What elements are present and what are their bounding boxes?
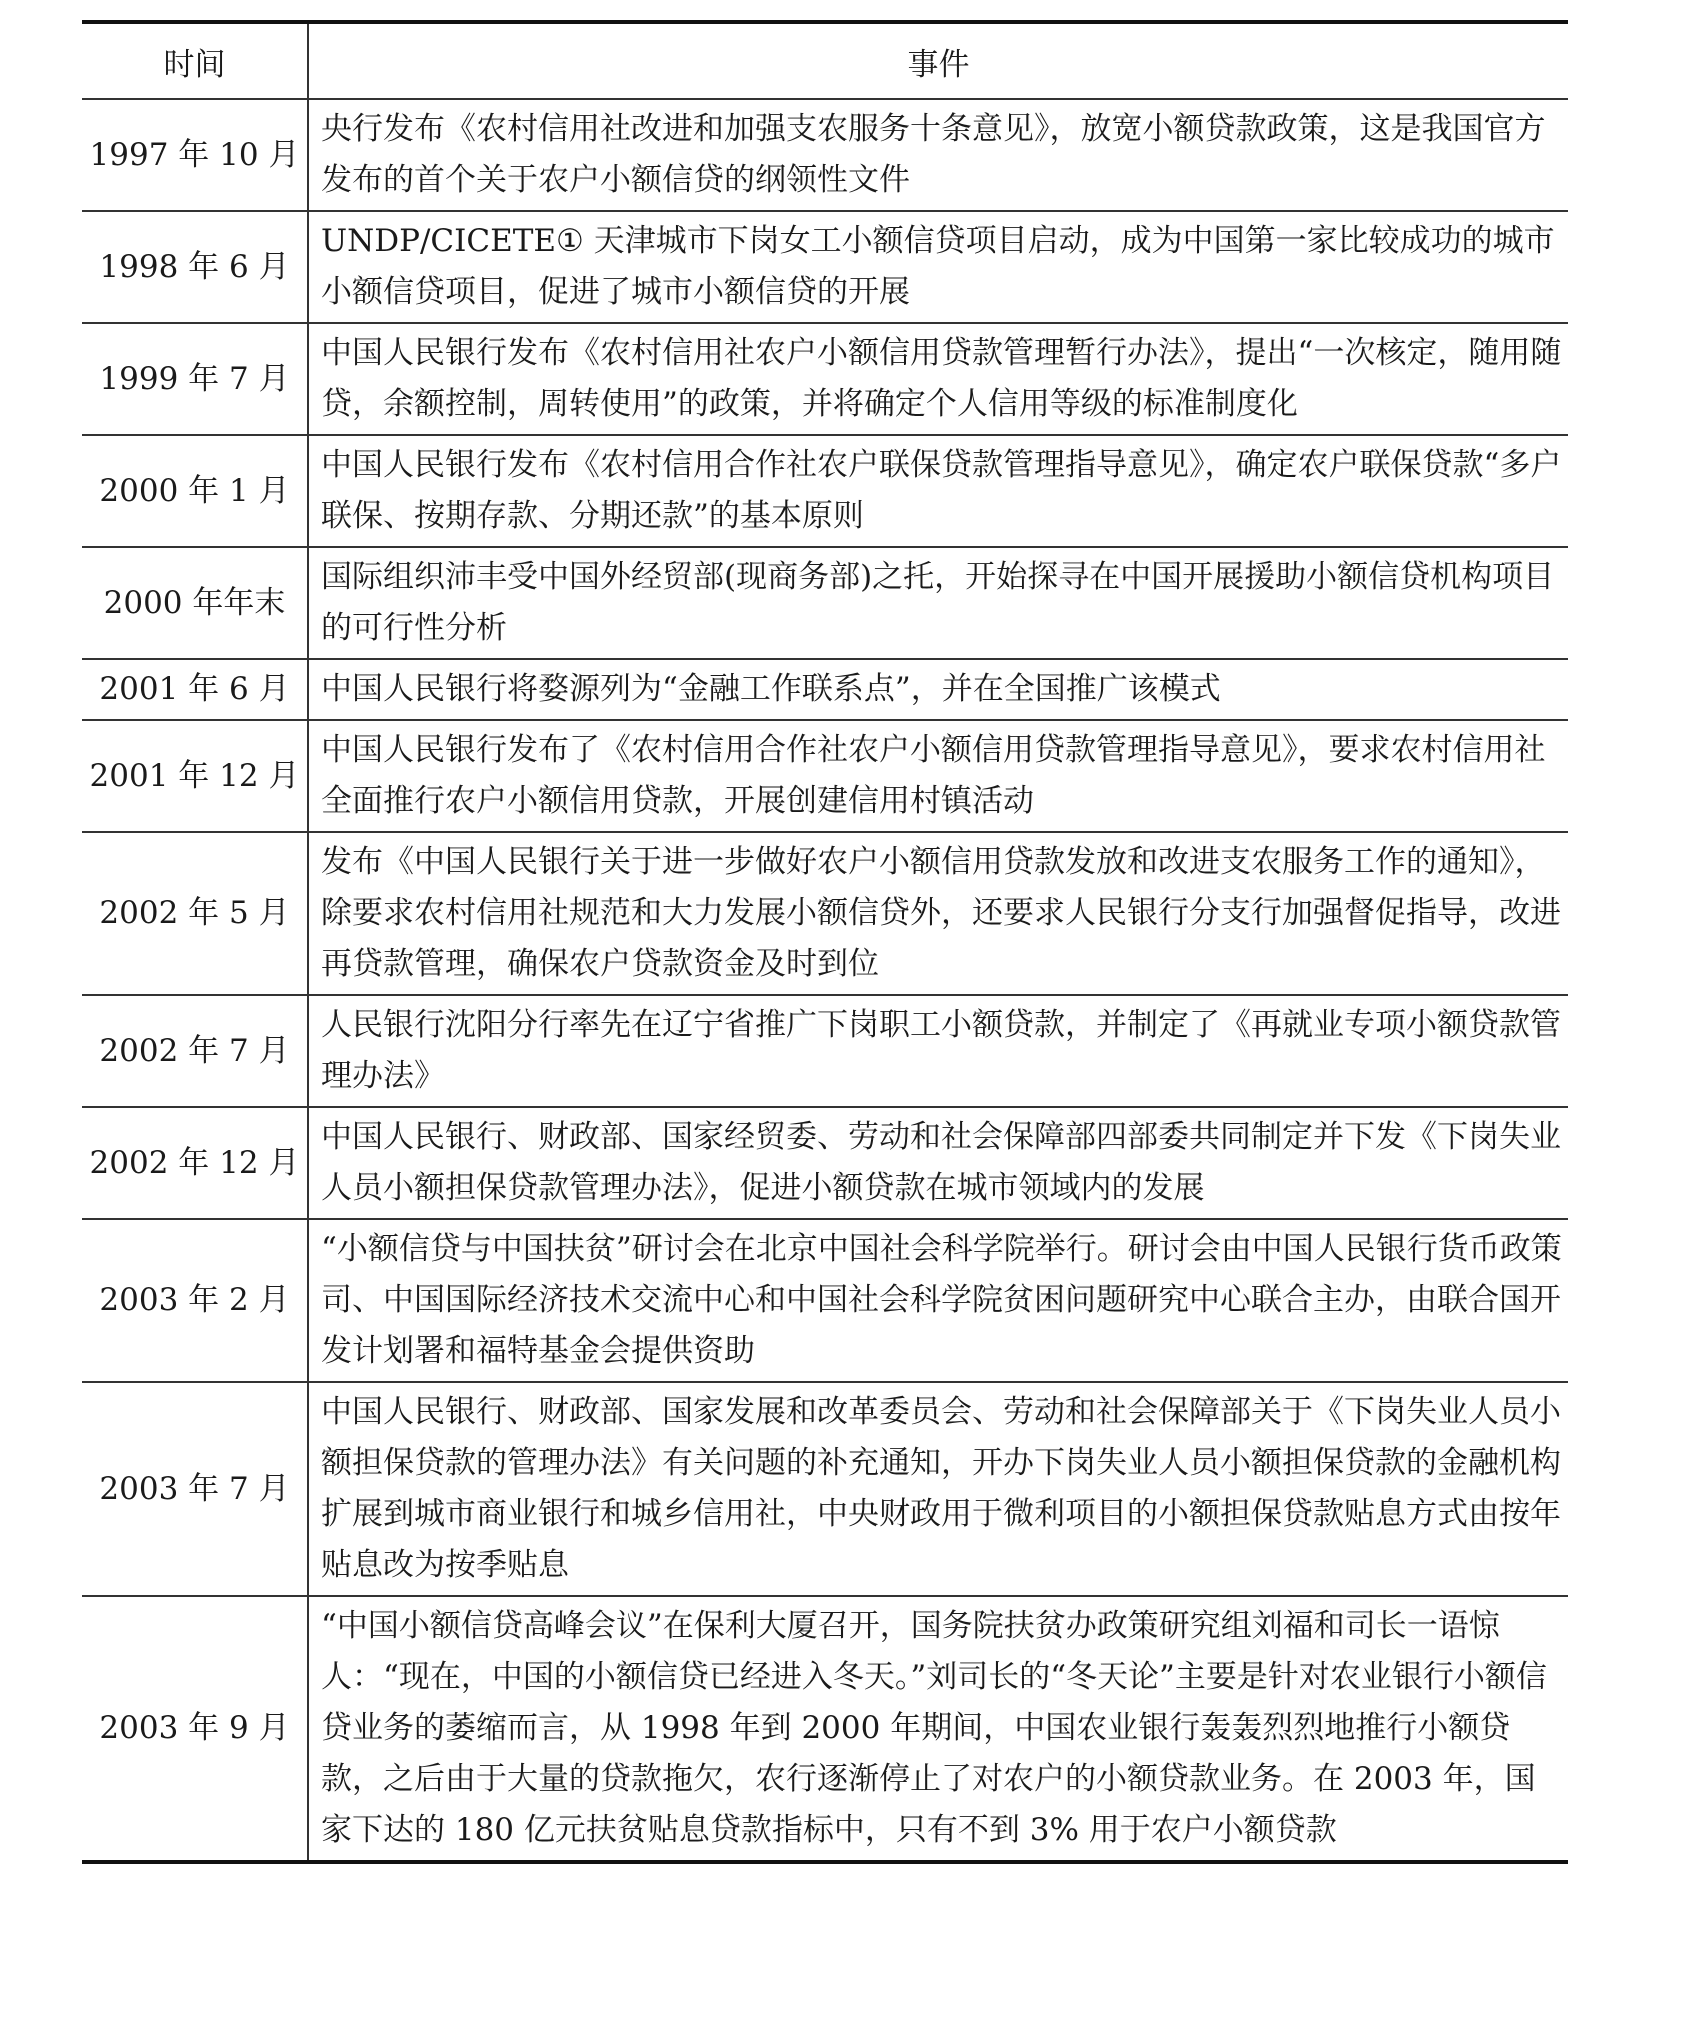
row-time: 1997 年 10 月 xyxy=(82,99,308,211)
row-event: 中国人民银行、财政部、国家发展和改革委员会、劳动和社会保障部关于《下岗失业人员小额担保贷款的管理办法》有关问题的补充通知，开办下岗失业人员小额担保贷款的金融机构扩展到城市商业银行和城乡信用社，中央财政用于微利项目的小额担保贷款贴息方式由按年贴息改为按季贴息 xyxy=(308,1382,1568,1596)
table-row xyxy=(82,211,1568,323)
row-event: 中国人民银行发布《农村信用合作社农户联保贷款管理指导意见》，确定农户联保贷款“多户联保、按期存款、分期还款”的基本原则 xyxy=(308,435,1568,547)
table-row xyxy=(82,995,1568,1107)
row-event: 中国人民银行发布《农村信用社农户小额信用贷款管理暂行办法》，提出“一次核定，随用随贷，余额控制，周转使用”的政策，并将确定个人信用等级的标准制度化 xyxy=(308,323,1568,435)
row-event: 国际组织沛丰受中国外经贸部(现商务部)之托，开始探寻在中国开展援助小额信贷机构项目的可行性分析 xyxy=(308,547,1568,659)
table-row xyxy=(82,1382,1568,1596)
timeline-table-container xyxy=(82,20,1568,1864)
table-row xyxy=(82,99,1568,211)
timeline-table xyxy=(82,20,1568,1864)
row-event: 中国人民银行将婺源列为“金融工作联系点”，并在全国推广该模式 xyxy=(308,659,1568,720)
row-event: “小额信贷与中国扶贫”研讨会在北京中国社会科学院举行。研讨会由中国人民银行货币政策司、中国国际经济技术交流中心和中国社会科学院贫困问题研究中心联合主办，由联合国开发计划署和福特基金会提供资助 xyxy=(308,1219,1568,1382)
row-event: 中国人民银行发布了《农村信用合作社农户小额信用贷款管理指导意见》，要求农村信用社全面推行农户小额信用贷款，开展创建信用村镇活动 xyxy=(308,720,1568,832)
row-time: 2001 年 6 月 xyxy=(82,659,308,720)
table-row xyxy=(82,323,1568,435)
row-time: 2000 年年末 xyxy=(82,547,308,659)
row-event: 央行发布《农村信用社改进和加强支农服务十条意见》，放宽小额贷款政策，这是我国官方发布的首个关于农户小额信贷的纲领性文件 xyxy=(308,99,1568,211)
row-event: 中国人民银行、财政部、国家经贸委、劳动和社会保障部四部委共同制定并下发《下岗失业人员小额担保贷款管理办法》，促进小额贷款在城市领域内的发展 xyxy=(308,1107,1568,1219)
row-time: 2001 年 12 月 xyxy=(82,720,308,832)
table-row xyxy=(82,547,1568,659)
row-event: 发布《中国人民银行关于进一步做好农户小额信用贷款发放和改进支农服务工作的通知》，除要求农村信用社规范和大力发展小额信贷外，还要求人民银行分支行加强督促指导，改进再贷款管理，确保农户贷款资金及时到位 xyxy=(308,832,1568,995)
row-time: 2003 年 9 月 xyxy=(82,1596,308,1862)
row-time: 1998 年 6 月 xyxy=(82,211,308,323)
table-row xyxy=(82,832,1568,995)
row-time: 2002 年 7 月 xyxy=(82,995,308,1107)
row-event: “中国小额信贷高峰会议”在保利大厦召开，国务院扶贫办政策研究组刘福和司长一语惊人：“现在，中国的小额信贷已经进入冬天。”刘司长的“冬天论”主要是针对农业银行小额信贷业务的萎缩而言，从 1998 年到 2000 年期间，中国农业银行轰轰烈烈地推行小额贷款，之后由于大量的贷款拖欠，农行逐渐停止了对农户的小额贷款业务。在 2003 年，国家下达的 180 亿元扶贫贴息贷款指标中，只有不到 3% 用于农户小额贷款 xyxy=(321,1608,1547,1848)
header-event: 事件 xyxy=(308,22,1568,99)
row-event: 人民银行沈阳分行率先在辽宁省推广下岗职工小额贷款，并制定了《再就业专项小额贷款管理办法》 xyxy=(308,995,1568,1107)
table-row xyxy=(82,720,1568,832)
table-header-row xyxy=(82,22,1568,99)
table-row xyxy=(82,659,1568,720)
row-time: 2002 年 12 月 xyxy=(82,1107,308,1219)
row-time: 2003 年 7 月 xyxy=(82,1382,308,1596)
row-time: 1999 年 7 月 xyxy=(82,323,308,435)
row-time: 2000 年 1 月 xyxy=(82,435,308,547)
table-row xyxy=(82,1107,1568,1219)
header-time: 时间 xyxy=(82,22,308,99)
table-row xyxy=(82,1596,1568,1862)
row-time: 2003 年 2 月 xyxy=(82,1219,308,1382)
table-row xyxy=(82,1219,1568,1382)
row-time: 2002 年 5 月 xyxy=(82,832,308,995)
row-event: UNDP/CICETE① 天津城市下岗女工小额信贷项目启动，成为中国第一家比较成功的城市小额信贷项目，促进了城市小额信贷的开展 xyxy=(308,211,1568,323)
table-row xyxy=(82,435,1568,547)
